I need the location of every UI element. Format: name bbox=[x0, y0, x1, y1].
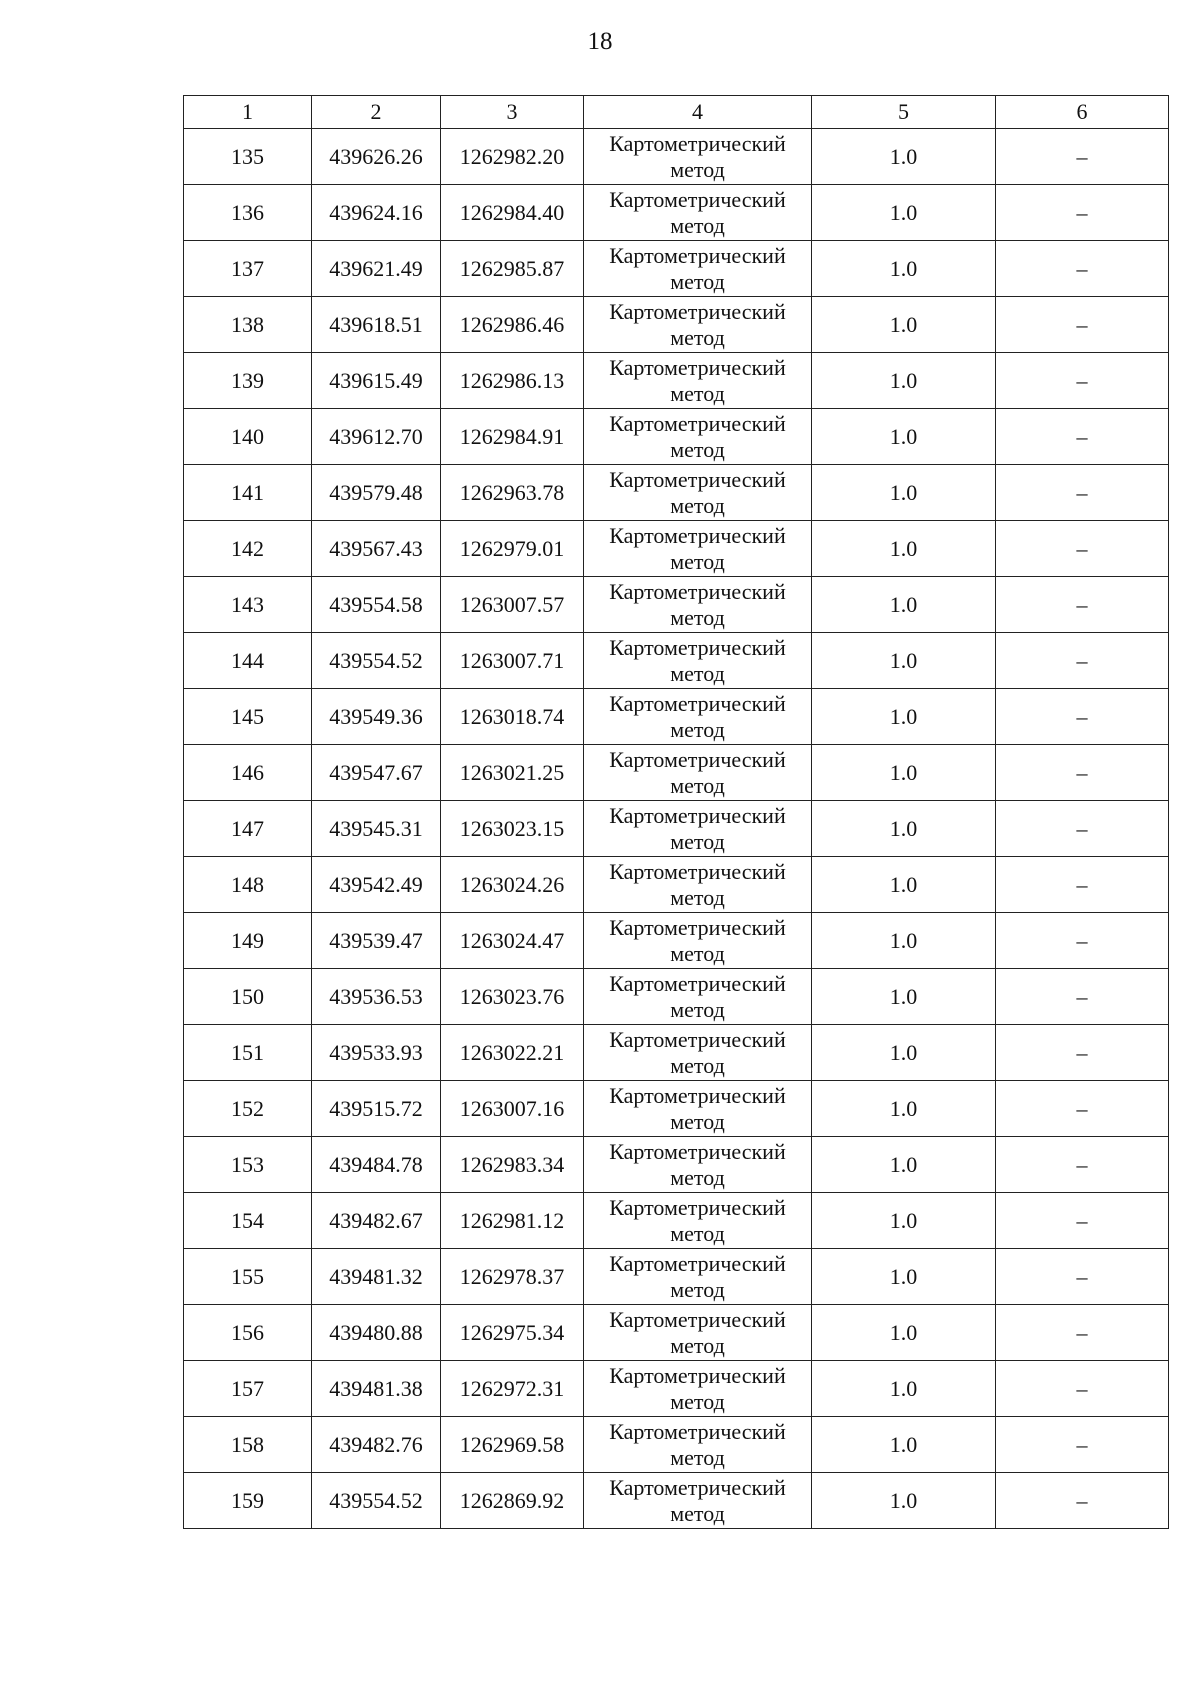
method-label-line2: метод bbox=[670, 1220, 725, 1246]
x-coordinate-cell: 439624.16 bbox=[312, 185, 441, 241]
point-number-cell: 153 bbox=[184, 1137, 312, 1193]
note-cell: – bbox=[996, 241, 1169, 297]
y-coordinate-cell: 1262984.40 bbox=[441, 185, 584, 241]
column-header: 1 bbox=[184, 96, 312, 129]
note-cell: – bbox=[996, 521, 1169, 577]
accuracy-cell: 1.0 bbox=[812, 1361, 996, 1417]
method-label-line1: Картометрический bbox=[609, 578, 786, 604]
y-coordinate-cell: 1263018.74 bbox=[441, 689, 584, 745]
column-header: 2 bbox=[312, 96, 441, 129]
y-coordinate-cell: 1262978.37 bbox=[441, 1249, 584, 1305]
note-cell: – bbox=[996, 185, 1169, 241]
point-number-cell: 152 bbox=[184, 1081, 312, 1137]
note-cell: – bbox=[996, 1305, 1169, 1361]
accuracy-cell: 1.0 bbox=[812, 745, 996, 801]
y-coordinate-cell: 1263024.26 bbox=[441, 857, 584, 913]
method-label-line1: Картометрический bbox=[609, 354, 786, 380]
accuracy-cell: 1.0 bbox=[812, 1025, 996, 1081]
table-row bbox=[184, 801, 1169, 857]
point-number-cell: 137 bbox=[184, 241, 312, 297]
x-coordinate-cell: 439626.26 bbox=[312, 129, 441, 185]
accuracy-cell: 1.0 bbox=[812, 409, 996, 465]
method-label-line2: метод bbox=[670, 324, 725, 350]
note-cell: – bbox=[996, 353, 1169, 409]
method-label-line2: метод bbox=[670, 996, 725, 1022]
method-label-line2: метод bbox=[670, 940, 725, 966]
accuracy-cell: 1.0 bbox=[812, 633, 996, 689]
column-header: 4 bbox=[584, 96, 812, 129]
accuracy-cell: 1.0 bbox=[812, 1249, 996, 1305]
table-row bbox=[184, 1473, 1169, 1529]
table-body bbox=[184, 129, 1169, 1529]
note-cell: – bbox=[996, 1137, 1169, 1193]
method-label-line2: метод bbox=[670, 492, 725, 518]
x-coordinate-cell: 439579.48 bbox=[312, 465, 441, 521]
table-row bbox=[184, 1249, 1169, 1305]
method-label-line2: метод bbox=[670, 1164, 725, 1190]
method-label-line1: Картометрический bbox=[609, 242, 786, 268]
method-label-line2: метод bbox=[670, 660, 725, 686]
method-cell bbox=[584, 1081, 812, 1137]
table-row bbox=[184, 409, 1169, 465]
note-cell: – bbox=[996, 1417, 1169, 1473]
note-cell: – bbox=[996, 129, 1169, 185]
note-cell: – bbox=[996, 1193, 1169, 1249]
table-header-row bbox=[184, 96, 1169, 129]
table-row bbox=[184, 689, 1169, 745]
y-coordinate-cell: 1262979.01 bbox=[441, 521, 584, 577]
point-number-cell: 149 bbox=[184, 913, 312, 969]
table-row bbox=[184, 185, 1169, 241]
point-number-cell: 159 bbox=[184, 1473, 312, 1529]
method-cell bbox=[584, 745, 812, 801]
method-label-line2: метод bbox=[670, 1276, 725, 1302]
x-coordinate-cell: 439542.49 bbox=[312, 857, 441, 913]
note-cell: – bbox=[996, 1361, 1169, 1417]
column-header: 6 bbox=[996, 96, 1169, 129]
accuracy-cell: 1.0 bbox=[812, 969, 996, 1025]
method-label-line1: Картометрический bbox=[609, 410, 786, 436]
point-number-cell: 139 bbox=[184, 353, 312, 409]
point-number-cell: 157 bbox=[184, 1361, 312, 1417]
method-label-line2: метод bbox=[670, 156, 725, 182]
point-number-cell: 155 bbox=[184, 1249, 312, 1305]
x-coordinate-cell: 439547.67 bbox=[312, 745, 441, 801]
point-number-cell: 138 bbox=[184, 297, 312, 353]
y-coordinate-cell: 1262972.31 bbox=[441, 1361, 584, 1417]
x-coordinate-cell: 439554.52 bbox=[312, 1473, 441, 1529]
table-row bbox=[184, 1137, 1169, 1193]
y-coordinate-cell: 1263024.47 bbox=[441, 913, 584, 969]
page-number: 18 bbox=[587, 28, 613, 55]
method-label-line1: Картометрический bbox=[609, 634, 786, 660]
y-coordinate-cell: 1263023.76 bbox=[441, 969, 584, 1025]
x-coordinate-cell: 439618.51 bbox=[312, 297, 441, 353]
x-coordinate-cell: 439482.76 bbox=[312, 1417, 441, 1473]
method-cell bbox=[584, 1417, 812, 1473]
point-number-cell: 142 bbox=[184, 521, 312, 577]
accuracy-cell: 1.0 bbox=[812, 857, 996, 913]
method-cell bbox=[584, 577, 812, 633]
method-cell bbox=[584, 969, 812, 1025]
note-cell: – bbox=[996, 633, 1169, 689]
table-row bbox=[184, 577, 1169, 633]
method-label-line2: метод bbox=[670, 604, 725, 630]
method-cell bbox=[584, 297, 812, 353]
x-coordinate-cell: 439481.38 bbox=[312, 1361, 441, 1417]
y-coordinate-cell: 1262984.91 bbox=[441, 409, 584, 465]
point-number-cell: 151 bbox=[184, 1025, 312, 1081]
note-cell: – bbox=[996, 465, 1169, 521]
method-label-line1: Картометрический bbox=[609, 1082, 786, 1108]
method-cell bbox=[584, 801, 812, 857]
y-coordinate-cell: 1263021.25 bbox=[441, 745, 584, 801]
method-cell bbox=[584, 689, 812, 745]
table-row bbox=[184, 241, 1169, 297]
method-label-line2: метод bbox=[670, 1444, 725, 1470]
method-label-line2: метод bbox=[670, 884, 725, 910]
method-cell bbox=[584, 409, 812, 465]
accuracy-cell: 1.0 bbox=[812, 1473, 996, 1529]
accuracy-cell: 1.0 bbox=[812, 1081, 996, 1137]
accuracy-cell: 1.0 bbox=[812, 1137, 996, 1193]
y-coordinate-cell: 1262983.34 bbox=[441, 1137, 584, 1193]
table-row bbox=[184, 1081, 1169, 1137]
point-number-cell: 141 bbox=[184, 465, 312, 521]
y-coordinate-cell: 1262969.58 bbox=[441, 1417, 584, 1473]
method-label-line1: Картометрический bbox=[609, 1194, 786, 1220]
accuracy-cell: 1.0 bbox=[812, 129, 996, 185]
x-coordinate-cell: 439567.43 bbox=[312, 521, 441, 577]
method-label-line1: Картометрический bbox=[609, 690, 786, 716]
method-cell bbox=[584, 1249, 812, 1305]
method-label-line1: Картометрический bbox=[609, 970, 786, 996]
table-row bbox=[184, 521, 1169, 577]
point-number-cell: 136 bbox=[184, 185, 312, 241]
accuracy-cell: 1.0 bbox=[812, 241, 996, 297]
method-cell bbox=[584, 465, 812, 521]
method-cell bbox=[584, 913, 812, 969]
accuracy-cell: 1.0 bbox=[812, 1305, 996, 1361]
method-cell bbox=[584, 241, 812, 297]
accuracy-cell: 1.0 bbox=[812, 913, 996, 969]
accuracy-cell: 1.0 bbox=[812, 801, 996, 857]
x-coordinate-cell: 439480.88 bbox=[312, 1305, 441, 1361]
y-coordinate-cell: 1263007.16 bbox=[441, 1081, 584, 1137]
y-coordinate-cell: 1262982.20 bbox=[441, 129, 584, 185]
table-row bbox=[184, 1361, 1169, 1417]
method-label-line1: Картометрический bbox=[609, 466, 786, 492]
method-label-line1: Картометрический bbox=[609, 130, 786, 156]
method-label-line2: метод bbox=[670, 268, 725, 294]
x-coordinate-cell: 439545.31 bbox=[312, 801, 441, 857]
y-coordinate-cell: 1262986.13 bbox=[441, 353, 584, 409]
table-row bbox=[184, 633, 1169, 689]
x-coordinate-cell: 439621.49 bbox=[312, 241, 441, 297]
y-coordinate-cell: 1262869.92 bbox=[441, 1473, 584, 1529]
method-label-line1: Картометрический bbox=[609, 1306, 786, 1332]
method-label-line1: Картометрический bbox=[609, 522, 786, 548]
method-cell bbox=[584, 353, 812, 409]
method-label-line1: Картометрический bbox=[609, 1474, 786, 1500]
method-label-line1: Картометрический bbox=[609, 802, 786, 828]
point-number-cell: 145 bbox=[184, 689, 312, 745]
note-cell: – bbox=[996, 1249, 1169, 1305]
accuracy-cell: 1.0 bbox=[812, 521, 996, 577]
column-header: 3 bbox=[441, 96, 584, 129]
coordinates-table bbox=[183, 95, 1169, 1529]
point-number-cell: 148 bbox=[184, 857, 312, 913]
method-label-line1: Картометрический bbox=[609, 186, 786, 212]
x-coordinate-cell: 439554.58 bbox=[312, 577, 441, 633]
method-label-line2: метод bbox=[670, 548, 725, 574]
point-number-cell: 146 bbox=[184, 745, 312, 801]
y-coordinate-cell: 1262981.12 bbox=[441, 1193, 584, 1249]
method-label-line1: Картометрический bbox=[609, 1362, 786, 1388]
table-row bbox=[184, 969, 1169, 1025]
y-coordinate-cell: 1262975.34 bbox=[441, 1305, 584, 1361]
method-cell bbox=[584, 1193, 812, 1249]
note-cell: – bbox=[996, 969, 1169, 1025]
method-label-line1: Картометрический bbox=[609, 298, 786, 324]
method-cell bbox=[584, 1137, 812, 1193]
accuracy-cell: 1.0 bbox=[812, 1193, 996, 1249]
accuracy-cell: 1.0 bbox=[812, 297, 996, 353]
point-number-cell: 144 bbox=[184, 633, 312, 689]
x-coordinate-cell: 439484.78 bbox=[312, 1137, 441, 1193]
x-coordinate-cell: 439615.49 bbox=[312, 353, 441, 409]
x-coordinate-cell: 439482.67 bbox=[312, 1193, 441, 1249]
note-cell: – bbox=[996, 801, 1169, 857]
method-label-line2: метод bbox=[670, 716, 725, 742]
method-cell bbox=[584, 1361, 812, 1417]
method-label-line2: метод bbox=[670, 1052, 725, 1078]
x-coordinate-cell: 439612.70 bbox=[312, 409, 441, 465]
x-coordinate-cell: 439536.53 bbox=[312, 969, 441, 1025]
method-label-line1: Картометрический bbox=[609, 1418, 786, 1444]
column-header: 5 bbox=[812, 96, 996, 129]
x-coordinate-cell: 439549.36 bbox=[312, 689, 441, 745]
method-label-line2: метод bbox=[670, 212, 725, 238]
point-number-cell: 154 bbox=[184, 1193, 312, 1249]
y-coordinate-cell: 1263023.15 bbox=[441, 801, 584, 857]
accuracy-cell: 1.0 bbox=[812, 1417, 996, 1473]
table-row bbox=[184, 129, 1169, 185]
method-cell bbox=[584, 633, 812, 689]
note-cell: – bbox=[996, 1081, 1169, 1137]
point-number-cell: 135 bbox=[184, 129, 312, 185]
note-cell: – bbox=[996, 297, 1169, 353]
method-cell bbox=[584, 1305, 812, 1361]
method-label-line2: метод bbox=[670, 828, 725, 854]
method-label-line1: Картометрический bbox=[609, 746, 786, 772]
note-cell: – bbox=[996, 1473, 1169, 1529]
point-number-cell: 143 bbox=[184, 577, 312, 633]
y-coordinate-cell: 1262986.46 bbox=[441, 297, 584, 353]
method-cell bbox=[584, 521, 812, 577]
x-coordinate-cell: 439554.52 bbox=[312, 633, 441, 689]
point-number-cell: 140 bbox=[184, 409, 312, 465]
note-cell: – bbox=[996, 745, 1169, 801]
note-cell: – bbox=[996, 1025, 1169, 1081]
method-label-line1: Картометрический bbox=[609, 1026, 786, 1052]
method-cell bbox=[584, 857, 812, 913]
method-label-line2: метод bbox=[670, 436, 725, 462]
table-row bbox=[184, 1193, 1169, 1249]
method-cell bbox=[584, 1025, 812, 1081]
point-number-cell: 150 bbox=[184, 969, 312, 1025]
note-cell: – bbox=[996, 913, 1169, 969]
note-cell: – bbox=[996, 409, 1169, 465]
table-row bbox=[184, 745, 1169, 801]
point-number-cell: 147 bbox=[184, 801, 312, 857]
y-coordinate-cell: 1263022.21 bbox=[441, 1025, 584, 1081]
table-row bbox=[184, 857, 1169, 913]
method-label-line2: метод bbox=[670, 1500, 725, 1526]
note-cell: – bbox=[996, 857, 1169, 913]
x-coordinate-cell: 439481.32 bbox=[312, 1249, 441, 1305]
note-cell: – bbox=[996, 689, 1169, 745]
x-coordinate-cell: 439539.47 bbox=[312, 913, 441, 969]
accuracy-cell: 1.0 bbox=[812, 577, 996, 633]
point-number-cell: 158 bbox=[184, 1417, 312, 1473]
method-label-line2: метод bbox=[670, 380, 725, 406]
table-row bbox=[184, 297, 1169, 353]
table-row bbox=[184, 1417, 1169, 1473]
method-cell bbox=[584, 185, 812, 241]
method-label-line2: метод bbox=[670, 1388, 725, 1414]
method-label-line2: метод bbox=[670, 1108, 725, 1134]
method-cell bbox=[584, 1473, 812, 1529]
accuracy-cell: 1.0 bbox=[812, 689, 996, 745]
method-cell bbox=[584, 129, 812, 185]
y-coordinate-cell: 1263007.71 bbox=[441, 633, 584, 689]
x-coordinate-cell: 439515.72 bbox=[312, 1081, 441, 1137]
table-row bbox=[184, 1025, 1169, 1081]
accuracy-cell: 1.0 bbox=[812, 465, 996, 521]
method-label-line1: Картометрический bbox=[609, 858, 786, 884]
y-coordinate-cell: 1262985.87 bbox=[441, 241, 584, 297]
table-row bbox=[184, 353, 1169, 409]
method-label-line1: Картометрический bbox=[609, 1138, 786, 1164]
y-coordinate-cell: 1263007.57 bbox=[441, 577, 584, 633]
accuracy-cell: 1.0 bbox=[812, 185, 996, 241]
method-label-line2: метод bbox=[670, 772, 725, 798]
method-label-line1: Картометрический bbox=[609, 1250, 786, 1276]
y-coordinate-cell: 1262963.78 bbox=[441, 465, 584, 521]
table-row bbox=[184, 1305, 1169, 1361]
method-label-line2: метод bbox=[670, 1332, 725, 1358]
table-row bbox=[184, 913, 1169, 969]
note-cell: – bbox=[996, 577, 1169, 633]
x-coordinate-cell: 439533.93 bbox=[312, 1025, 441, 1081]
table-row bbox=[184, 465, 1169, 521]
method-label-line1: Картометрический bbox=[609, 914, 786, 940]
point-number-cell: 156 bbox=[184, 1305, 312, 1361]
accuracy-cell: 1.0 bbox=[812, 353, 996, 409]
